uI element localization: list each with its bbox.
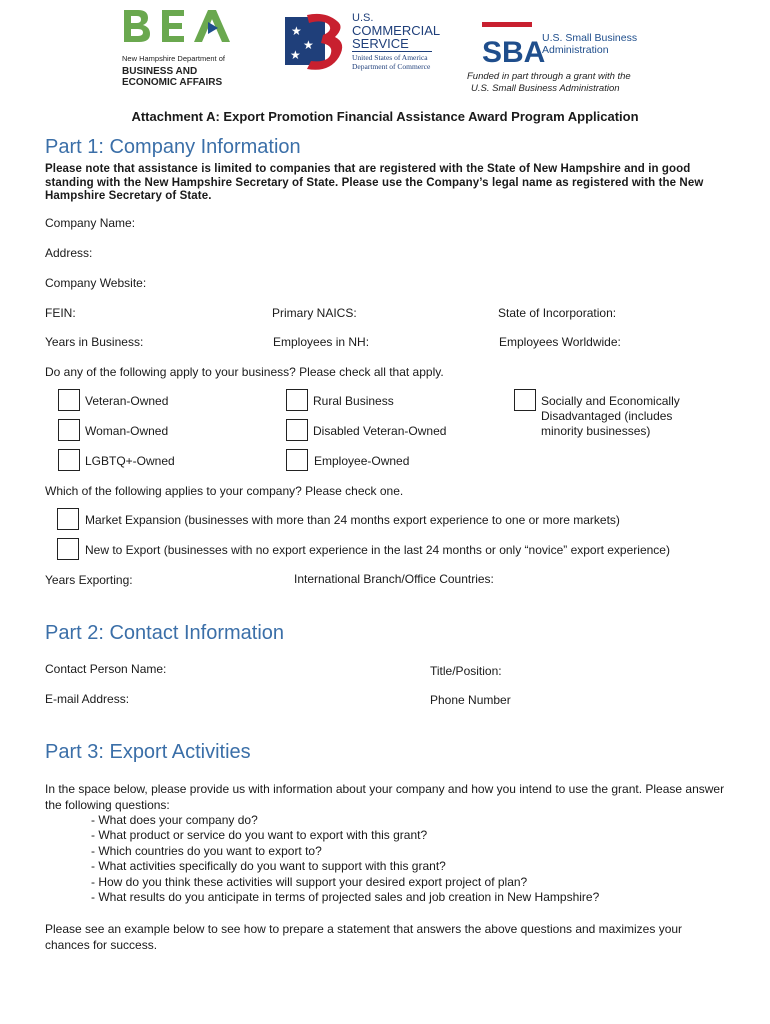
part3-heading: Part 3: Export Activities <box>45 741 251 763</box>
title-position-label: Title/Position: <box>430 664 502 678</box>
employee-owned-checkbox[interactable] <box>286 449 308 471</box>
question-item: - Which countries do you want to export to? <box>91 844 322 858</box>
commercial-line1: U.S. <box>352 12 374 24</box>
veteran-owned-label: Veteran-Owned <box>85 394 169 408</box>
apply-question: Do any of the following apply to your business? Please check all that apply. <box>45 365 444 379</box>
disabled-veteran-label: Disabled Veteran-Owned <box>313 424 447 438</box>
socially-disadvantaged-label-1: Socially and Economically <box>541 394 680 408</box>
socially-disadvantaged-checkbox[interactable] <box>514 389 536 411</box>
svg-text:★: ★ <box>303 38 314 52</box>
svg-text:★: ★ <box>291 24 302 38</box>
question-item: - What does your company do? <box>91 813 258 827</box>
commercial-line2: COMMERCIAL <box>352 23 441 38</box>
lgbtq-owned-label: LGBTQ+-Owned <box>85 454 175 468</box>
phone-label: Phone Number <box>430 693 511 707</box>
rural-business-checkbox[interactable] <box>286 389 308 411</box>
question-item: - What product or service do you want to export with this grant? <box>91 828 428 842</box>
company-name-label: Company Name: <box>45 216 136 230</box>
contact-name-label: Contact Person Name: <box>45 662 167 676</box>
company-question: Which of the following applies to your company? Please check one. <box>45 484 404 498</box>
socially-disadvantaged-label-2: Disadvantaged (includes <box>541 409 673 423</box>
sba-letters-icon <box>482 22 546 69</box>
commercial-line3: SERVICE <box>352 36 409 51</box>
document-title: Attachment A: Export Promotion Financial Assistance Award Program Application <box>131 109 639 124</box>
naics-label: Primary NAICS: <box>272 306 357 320</box>
company-website-label: Company Website: <box>45 276 147 290</box>
market-expansion-label: Market Expansion (businesses with more than 24 months export experience to one or more markets) <box>85 513 620 527</box>
svg-text:★: ★ <box>290 48 301 62</box>
fein-label: FEIN: <box>45 306 76 320</box>
svg-text:SBA: SBA <box>482 36 546 69</box>
bea-name-line2: ECONOMIC AFFAIRS <box>122 77 223 88</box>
question-item: - What results do you anticipate in terms of projected sales and job creation in New Hampshire? <box>91 890 600 904</box>
part1-notice: Please note that assistance is limited to companies that are registered with the State of New Hampshire and in good standing with the New Hampshire Secretary of State. Please use the Company’s legal name as registered with the New Hampshire Secretary of State. <box>45 163 704 202</box>
bea-logo <box>122 8 242 90</box>
new-to-export-checkbox[interactable] <box>57 538 79 560</box>
woman-owned-label: Woman-Owned <box>85 424 169 438</box>
part3-closing: Please see an example below to see how to prepare a statement that answers the above questions and maximizes your chances for success. <box>45 922 683 952</box>
market-expansion-checkbox[interactable] <box>57 508 79 530</box>
intl-branch-label: International Branch/Office Countries: <box>294 572 494 586</box>
part1-heading: Part 1: Company Information <box>45 136 301 158</box>
part3-intro: In the space below, please provide us with information about your company and how you intend to use the grant. Please answer the following questions: <box>45 782 725 812</box>
years-in-business-label: Years in Business: <box>45 335 144 349</box>
funded-line1: Funded in part through a grant with the <box>467 71 631 82</box>
flag-emblem-icon <box>285 13 349 73</box>
funded-line2: U.S. Small Business Administration <box>471 83 620 94</box>
socially-disadvantaged-label-3: minority businesses) <box>541 424 651 438</box>
address-label: Address: <box>45 246 93 260</box>
bea-dept-line: New Hampshire Department of <box>122 54 225 63</box>
commercial-divider <box>352 51 432 52</box>
disabled-veteran-checkbox[interactable] <box>286 419 308 441</box>
sba-line1: U.S. Small Business <box>542 32 638 44</box>
woman-owned-checkbox[interactable] <box>58 419 80 441</box>
part2-heading: Part 2: Contact Information <box>45 622 285 644</box>
rural-business-label: Rural Business <box>313 394 394 408</box>
bea-logo-letters <box>122 8 232 44</box>
new-to-export-label: New to Export (businesses with no export experience in the last 24 months or only “novice” export experience) <box>85 543 670 557</box>
email-label: E-mail Address: <box>45 692 130 706</box>
state-incorporation-label: State of Incorporation: <box>498 306 617 320</box>
commercial-service-logo <box>285 13 440 78</box>
years-exporting-label: Years Exporting: <box>45 573 133 587</box>
question-item: - What activities specifically do you want to support with this grant? <box>91 859 446 873</box>
employees-nh-label: Employees in NH: <box>273 335 370 349</box>
sba-logo <box>482 22 642 69</box>
commercial-line4: United States of America <box>352 53 428 62</box>
veteran-owned-checkbox[interactable] <box>58 389 80 411</box>
lgbtq-owned-checkbox[interactable] <box>58 449 80 471</box>
employees-worldwide-label: Employees Worldwide: <box>499 335 621 349</box>
employee-owned-label: Employee-Owned <box>314 454 410 468</box>
question-item: - How do you think these activities will support your desired export project of plan? <box>91 875 528 889</box>
bea-name-line1: BUSINESS AND <box>122 66 198 77</box>
commercial-line5: Department of Commerce <box>352 62 431 71</box>
sba-line2: Administration <box>542 44 609 56</box>
